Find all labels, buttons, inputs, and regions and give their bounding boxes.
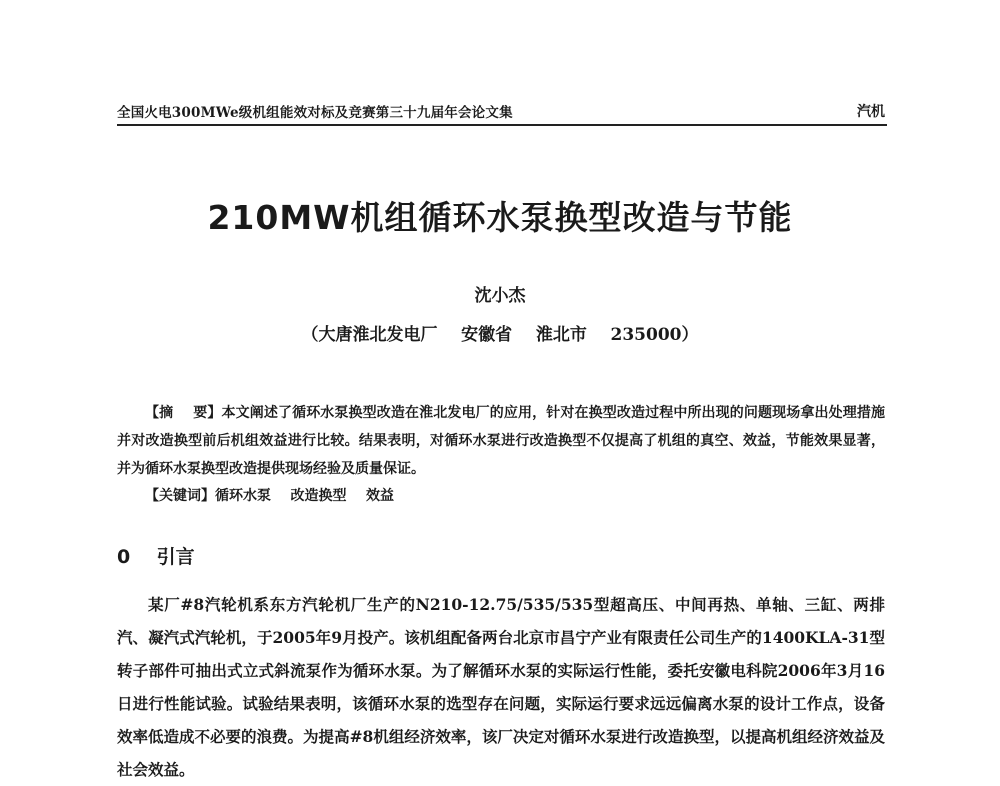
keywords (145, 485, 394, 505)
abstract (117, 399, 885, 483)
section-label: 汽机 (857, 104, 885, 120)
author-name: 沈小杰 (474, 286, 526, 306)
author-affiliation: （大唐淮北发电厂 安徽省 淮北市 235000） (301, 325, 699, 345)
abstract-text: 本文阐述了循环水泵换型改造在淮北发电厂的应用，针对在换型改造过程中所出现的问题现场拿出处理措施并对改造换型前后机组效益进行比较。结果表明，对循环水泵进行改造换型不仅提高了机组的真空、效益，节能效果显著，并为循环水泵换型改造提供现场经验及质量保证。 (117, 405, 886, 477)
header-rule (117, 124, 887, 126)
body-paragraph: 某厂#8汽轮机系东方汽轮机厂生产的N210-12.75/535/535型超高压、中间再热、单轴、三缸、两排汽、凝汽式汽轮机，于2005年9月投产。该机组配备两台北京市昌宁产业有限责任公司生产的1400KLA-31型转子部件可抽出式立式斜流泵作为循环水泵。为了解循环水泵的实际运行性能，委托安徽电科院2006年3月16日进行性能试验。试验结果表明，该循环水泵的选型存在问题，实际运行要求远远偏离水泵的设计工作点，设备效率低造成不必要的浪费。为提高#8机组经济效率，该厂决定对循环水泵进行改造换型，以提高机组经济效益及社会效益。 (117, 595, 885, 779)
running-header (117, 101, 885, 123)
keywords-label: 【关键词】 (145, 488, 215, 504)
paper-title: 210MW机组循环水泵换型改造与节能 (207, 198, 793, 237)
section-heading-introduction: 0 引言 (117, 546, 195, 568)
abstract-label: 【摘 要】 (145, 405, 222, 421)
keywords-text: 循环水泵 改造换型 效益 (215, 488, 394, 504)
proceedings-title: 全国火电300MWe级机组能效对标及竞赛第三十九届年会论文集 (117, 105, 513, 121)
